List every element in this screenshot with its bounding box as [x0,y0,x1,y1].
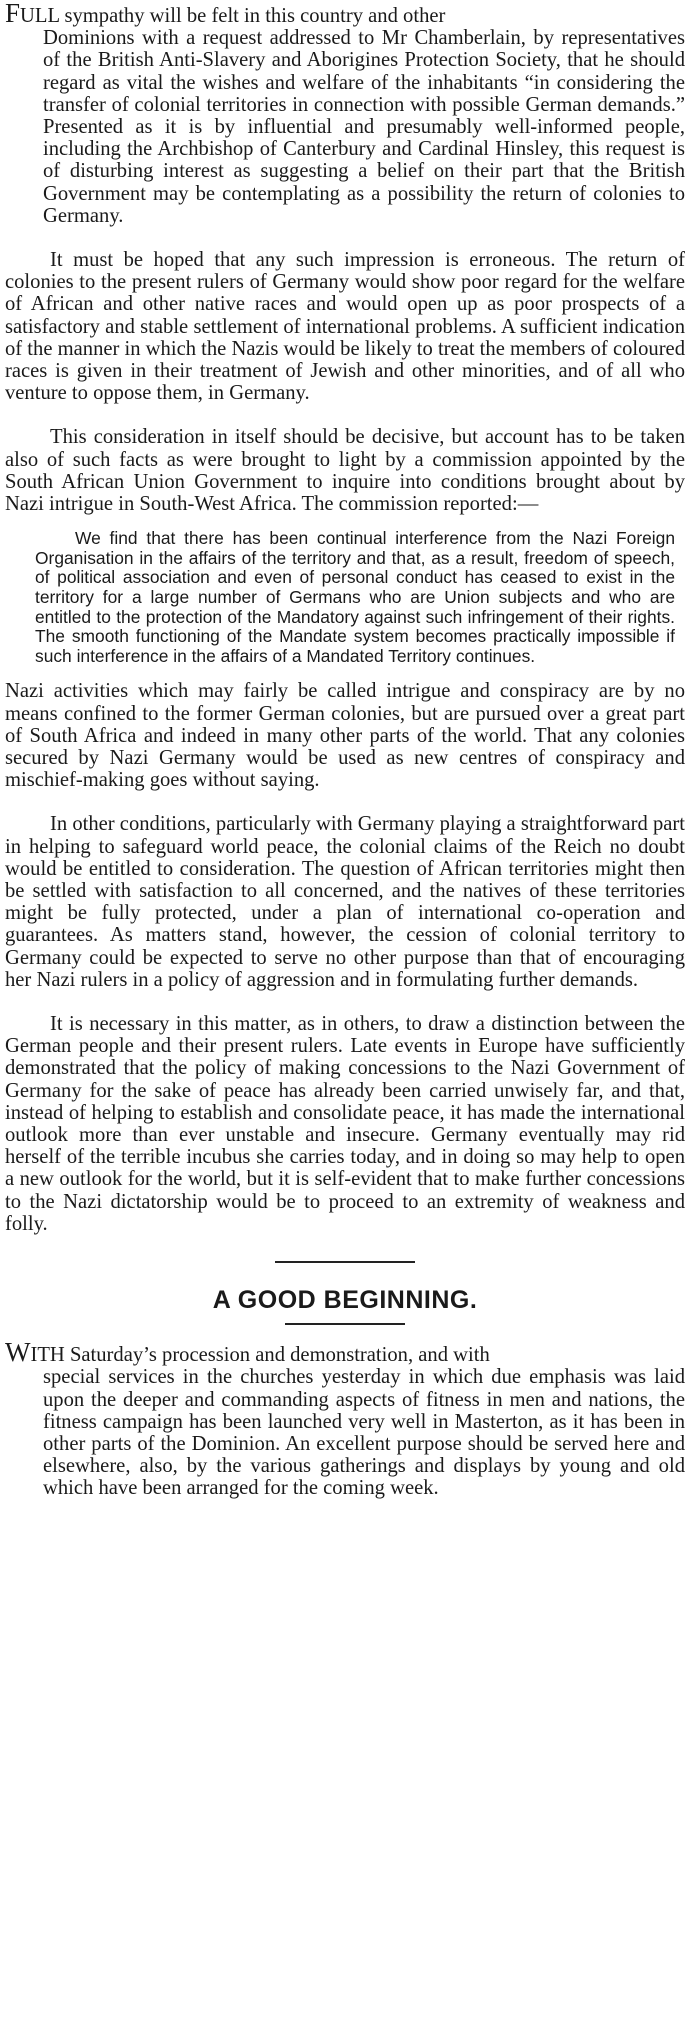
article-lead-paragraph [5,2,685,27]
article-heading: A GOOD BEGINNING. [212,1286,478,1315]
body-paragraph: It is necessary in this matter, as in others, to draw a distinction between the German people and their present rulers. Late events in Europe have sufficiently demonstrated that the policy of making concessions to the Nazi Government of Germany for the sake of peace has already been carried unwisely far, and that, instead of helping to establish and consolidate peace, it has made the international outlook more than ever unstable and insecure. Germany eventually may rid herself of the terrible incubus she carries today, and in doing so may help to open a new outlook for the world, but it is self-evident that to make further concessions to the Nazi dictatorship would be to proceed to an extremity of weakness and folly. [5,1013,685,1235]
body-paragraph: In other conditions, particularly with Germany playing a straightforward part in helping to safeguard world peace, the colonial claims of the Reich no doubt would be entitled to consideration. The question of African territories might then be settled with satisfaction to all concerned, and the natives of these territories might be fully protected, under a plan of international co-operation and guarantees. As matters stand, however, the cession of colonial territory to Germany could be expected to serve no other purpose than that of encouraging her Nazi rulers in a policy of aggression and in formulating further demands. [5,813,685,991]
body-paragraph: This consideration in itself should be decisive, but account has to be taken also of such facts as were brought to light by a commission appointed by the South African Union Government to inquire into conditions brought about by Nazi intrigue in South-West Africa. The commission reported:— [5,426,685,516]
body-paragraph: Nazi activities which may fairly be called intrigue and conspiracy are by no means confined to the former German colonies, but are pursued over a great part of South Africa and indeed in many other parts of the world. That any colonies secured by Nazi Germany would be used as new centres of conspiracy and mischief-making goes without saying. [5,680,685,792]
article-lead-continuation: special services in the churches yesterday in which due emphasis was laid upon the deeper and commanding aspects of fitness in men and nations, the fitness campaign has been launched very well in Masterton, as it has been in other parts of the Dominion. An excellent purpose should be served here and elsewhere, also, by the various gatherings and displays by young and old which have been arranged for the coming week. [43,1366,685,1500]
commission-quote: We find that there has been continual interference from the Nazi Foreign Organisation in the affairs of the territory and that, as a result, freedom of speech, of political association and even of personal conduct has ceased to exist in the territory for a large number of Germans who are Union subjects and who are entitled to the protection of the Mandatory against such infringement of their rights. The smooth functioning of the Mandate system becomes practically impossible if such interference in the affairs of a Mandated Territory continues. [35,528,675,666]
article-lead-continuation: Dominions with a request addressed to Mr Chamberlain, by representatives of the British Anti-Slavery and Aborigines Protection Society, that he should regard as vital the wishes and welfare of the inhabitants “in considering the transfer of colonial territories in connection with possible German demands.” Presented as it is by influential and presumably well-informed people, including the Archbishop of Canterbury and Cardinal Hinsley, this request is of disturbing interest as suggesting a belief on their part that the British Government may be contemplating as a possibility the return of colonies to Germany. [43,27,685,227]
drop-cap: F [5,0,21,28]
article-lead-paragraph [5,1337,685,1368]
lead-first-words: ULL sympathy will be felt in this country and other [20,5,446,27]
article-colonies [5,2,685,1235]
section-divider [275,1261,415,1263]
newspaper-column [5,0,685,1500]
lead-first-words: ITH Saturday’s procession and demonstration, and with [30,1344,490,1367]
drop-cap: W [5,1337,31,1368]
heading-underline [285,1323,405,1325]
body-paragraph: It must be hoped that any such impression is erroneous. The return of colonies to the present rulers of Germany would show poor regard for the welfare of African and other native races and would open up as poor prospects of a satisfactory and stable settlement of international problems. A sufficient indication of the manner in which the Nazis would be likely to treat the members of coloured races is given in their treatment of Jewish and other minorities, and of all who venture to oppose them, in Germany. [5,249,685,405]
article-good-beginning [5,1285,685,1499]
